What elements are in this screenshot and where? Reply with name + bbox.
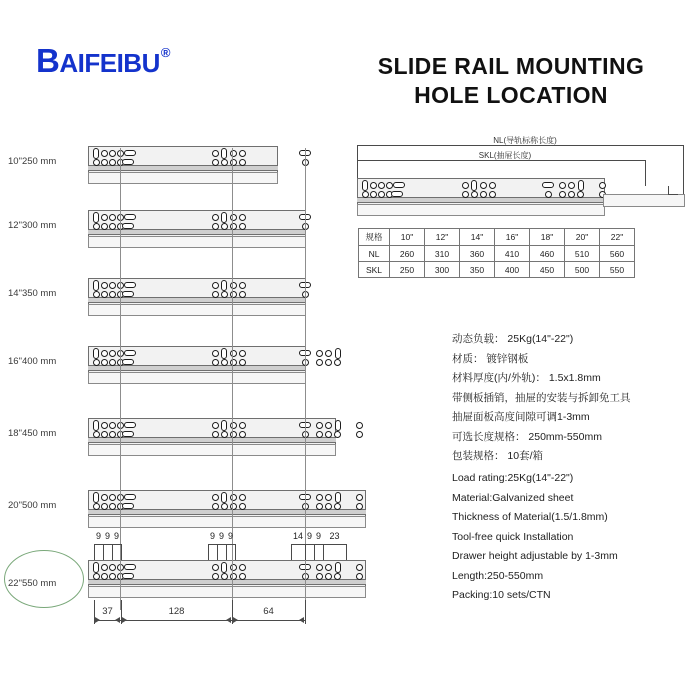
dimension-tick [314, 544, 315, 560]
dimension-arrow [233, 617, 238, 623]
dimension-value: 128 [168, 606, 185, 617]
spec-table-row-header: SKL [359, 262, 390, 278]
page-title-line2: HOLE LOCATION [414, 82, 608, 108]
rail-hole [480, 191, 487, 198]
spec-line-chinese: 包装规格： 10套/箱 [452, 450, 544, 462]
spec-table-row-header: 规格 [359, 229, 390, 246]
spec-table-row [359, 229, 635, 246]
spec-table-cell: 410 [495, 246, 530, 262]
spec-line-english: Load rating:25Kg(14"-22") [452, 472, 574, 484]
rail-size-label-550: 22"550 mm [8, 578, 57, 589]
dimension-value: 9 [218, 531, 224, 541]
skl-dimension-label: SKL(抽屉长度) [478, 151, 532, 160]
rail-hole [489, 191, 496, 198]
spec-line-chinese: 可选长度规格： 250mm-550mm [452, 430, 602, 443]
spec-table-cell: 12" [425, 229, 460, 246]
dimension-value: 9 [306, 531, 312, 541]
brand-logo [36, 44, 169, 77]
dimension-arrow [226, 617, 231, 623]
rail-hole [599, 182, 606, 189]
spec-table-cell: 350 [460, 262, 495, 278]
reference-rail-body [357, 178, 605, 212]
nl-dimension-label: NL(导轨标称长度) [493, 136, 557, 145]
spec-line-english: Length:250-550mm [452, 569, 544, 582]
spec-line-chinese: 材料厚度(内/外轨)： 1.5x1.8mm [452, 372, 601, 384]
dimension-value: 9 [95, 531, 101, 541]
rail-size-label-500: 20"500 mm [8, 500, 57, 511]
spec-line-english: Tool-free quick Installation [452, 530, 574, 543]
rail-hole [568, 182, 575, 189]
dimension-value: 9 [227, 531, 233, 541]
dimension-tick [346, 544, 347, 560]
dimension-value: 23 [329, 531, 340, 541]
spec-table-cell: 18" [530, 229, 565, 246]
rail-hole [362, 191, 369, 198]
dimension-tick [94, 544, 95, 560]
page-title-line1: SLIDE RAIL MOUNTING [377, 53, 645, 79]
rail-size-label-400: 16"400 mm [8, 356, 57, 367]
rail-hole [462, 191, 469, 198]
rail-hole [370, 191, 377, 198]
spec-table-cell: 500 [565, 262, 600, 278]
dimension-value: 64 [263, 606, 274, 617]
page-title [330, 52, 692, 110]
rail-hole [559, 191, 566, 198]
rail-hole-slot [362, 180, 368, 191]
spec-table-cell: 560 [600, 246, 635, 262]
dimension-arrow [122, 617, 127, 623]
spec-table-cell: 360 [460, 246, 495, 262]
dimension-line [291, 544, 346, 545]
rail-size-label-350: 14"350 mm [8, 288, 57, 299]
rail-size-label-450: 18"450 mm [8, 428, 57, 439]
spec-table-row [359, 262, 635, 278]
dimension-extension-line [305, 600, 306, 624]
rail-hole [462, 182, 469, 189]
rail-extension-member [603, 194, 685, 207]
dimension-tick [121, 544, 122, 560]
spec-line-chinese: 动态负载： 25Kg(14"-22") [452, 333, 574, 345]
rail-hole-slot [391, 191, 403, 197]
rail-lower-bar [357, 204, 605, 216]
dimension-tick [291, 544, 292, 560]
dimension-tick [323, 544, 324, 560]
size-spec-table [358, 228, 635, 278]
spec-table-cell: 300 [425, 262, 460, 278]
rail-hole-slot [471, 180, 477, 191]
spec-table-cell: 14" [460, 229, 495, 246]
dimension-arrow [95, 617, 100, 623]
spec-table-cell: 10" [390, 229, 425, 246]
skl-extension-right [645, 160, 646, 186]
rail-inner-band [357, 197, 605, 203]
dimension-tick [235, 544, 236, 560]
rail-hole-slot [578, 180, 584, 191]
rail-hole [471, 191, 478, 198]
spec-table-cell: 250 [390, 262, 425, 278]
rail-hole-slot [542, 182, 554, 188]
rail-hole [480, 182, 487, 189]
dimension-tick [226, 544, 227, 560]
rail-hole [386, 182, 393, 189]
spec-line-english: Drawer height adjustable by 1-3mm [452, 550, 618, 562]
dimension-tick [103, 544, 104, 560]
logo-wordmark: AIFEIBU [59, 48, 160, 78]
spec-table-cell: 22" [600, 229, 635, 246]
specifications-english [452, 469, 700, 606]
spec-table-cell: 260 [390, 246, 425, 262]
spec-table-cell: 450 [530, 262, 565, 278]
nl-extension-left [357, 145, 358, 179]
dimension-value: 37 [102, 606, 113, 617]
dimension-arrow [299, 617, 304, 623]
spec-table-cell: 460 [530, 246, 565, 262]
dimension-value: 9 [113, 531, 119, 541]
registered-trademark-icon: ® [160, 44, 170, 60]
spec-table-cell: 20" [565, 229, 600, 246]
rail-hole [370, 182, 377, 189]
rail-hole [378, 182, 385, 189]
rail-hole [568, 191, 575, 198]
dimension-tick [112, 544, 113, 560]
spec-table-cell: 550 [600, 262, 635, 278]
dimension-value: 9 [104, 531, 110, 541]
spec-line-english: Thickness of Material(1.5/1.8mm) [452, 511, 608, 523]
specifications-chinese [452, 330, 700, 467]
rail-size-label-300: 12"300 mm [8, 220, 57, 231]
dimension-annotations [0, 132, 392, 642]
reference-rail-diagram [355, 134, 695, 216]
rail-drawings-panel [0, 132, 392, 642]
dimension-line [94, 544, 121, 545]
dimension-tick [305, 544, 306, 560]
spec-table-cell: 16" [495, 229, 530, 246]
spec-table-row-header: NL [359, 246, 390, 262]
spec-line-english: Packing:10 sets/CTN [452, 589, 551, 601]
rail-hole [559, 182, 566, 189]
spec-line-chinese: 带侧板插销，抽屉的安装与拆卸免工具 [452, 391, 631, 404]
spec-line-english: Material:Galvanized sheet [452, 491, 574, 504]
spec-line-chinese: 抽屉面板高度间隙可调1-3mm [452, 411, 590, 423]
nl-extension-right [683, 145, 684, 197]
spec-table-cell: 510 [565, 246, 600, 262]
dimension-value: 9 [209, 531, 215, 541]
spec-table-cell: 400 [495, 262, 530, 278]
rail-size-label-250: 10"250 mm [8, 156, 57, 167]
spec-table-cell: 310 [425, 246, 460, 262]
dimension-tick [217, 544, 218, 560]
spec-table-row [359, 246, 635, 262]
logo-initial: B [36, 42, 60, 79]
spec-line-chinese: 材质： 镀锌钢板 [452, 352, 529, 365]
rail-hole [577, 191, 584, 198]
rail-hole [545, 191, 552, 198]
rail-hole [489, 182, 496, 189]
dimension-value: 14 [292, 531, 303, 541]
dimension-tick [208, 544, 209, 560]
dimension-line [208, 544, 235, 545]
rail-hole-slot [393, 182, 405, 188]
dimension-value: 9 [315, 531, 321, 541]
rail-end-hook-detail [668, 186, 678, 195]
rail-hole [378, 191, 385, 198]
dimension-arrow [115, 617, 120, 623]
